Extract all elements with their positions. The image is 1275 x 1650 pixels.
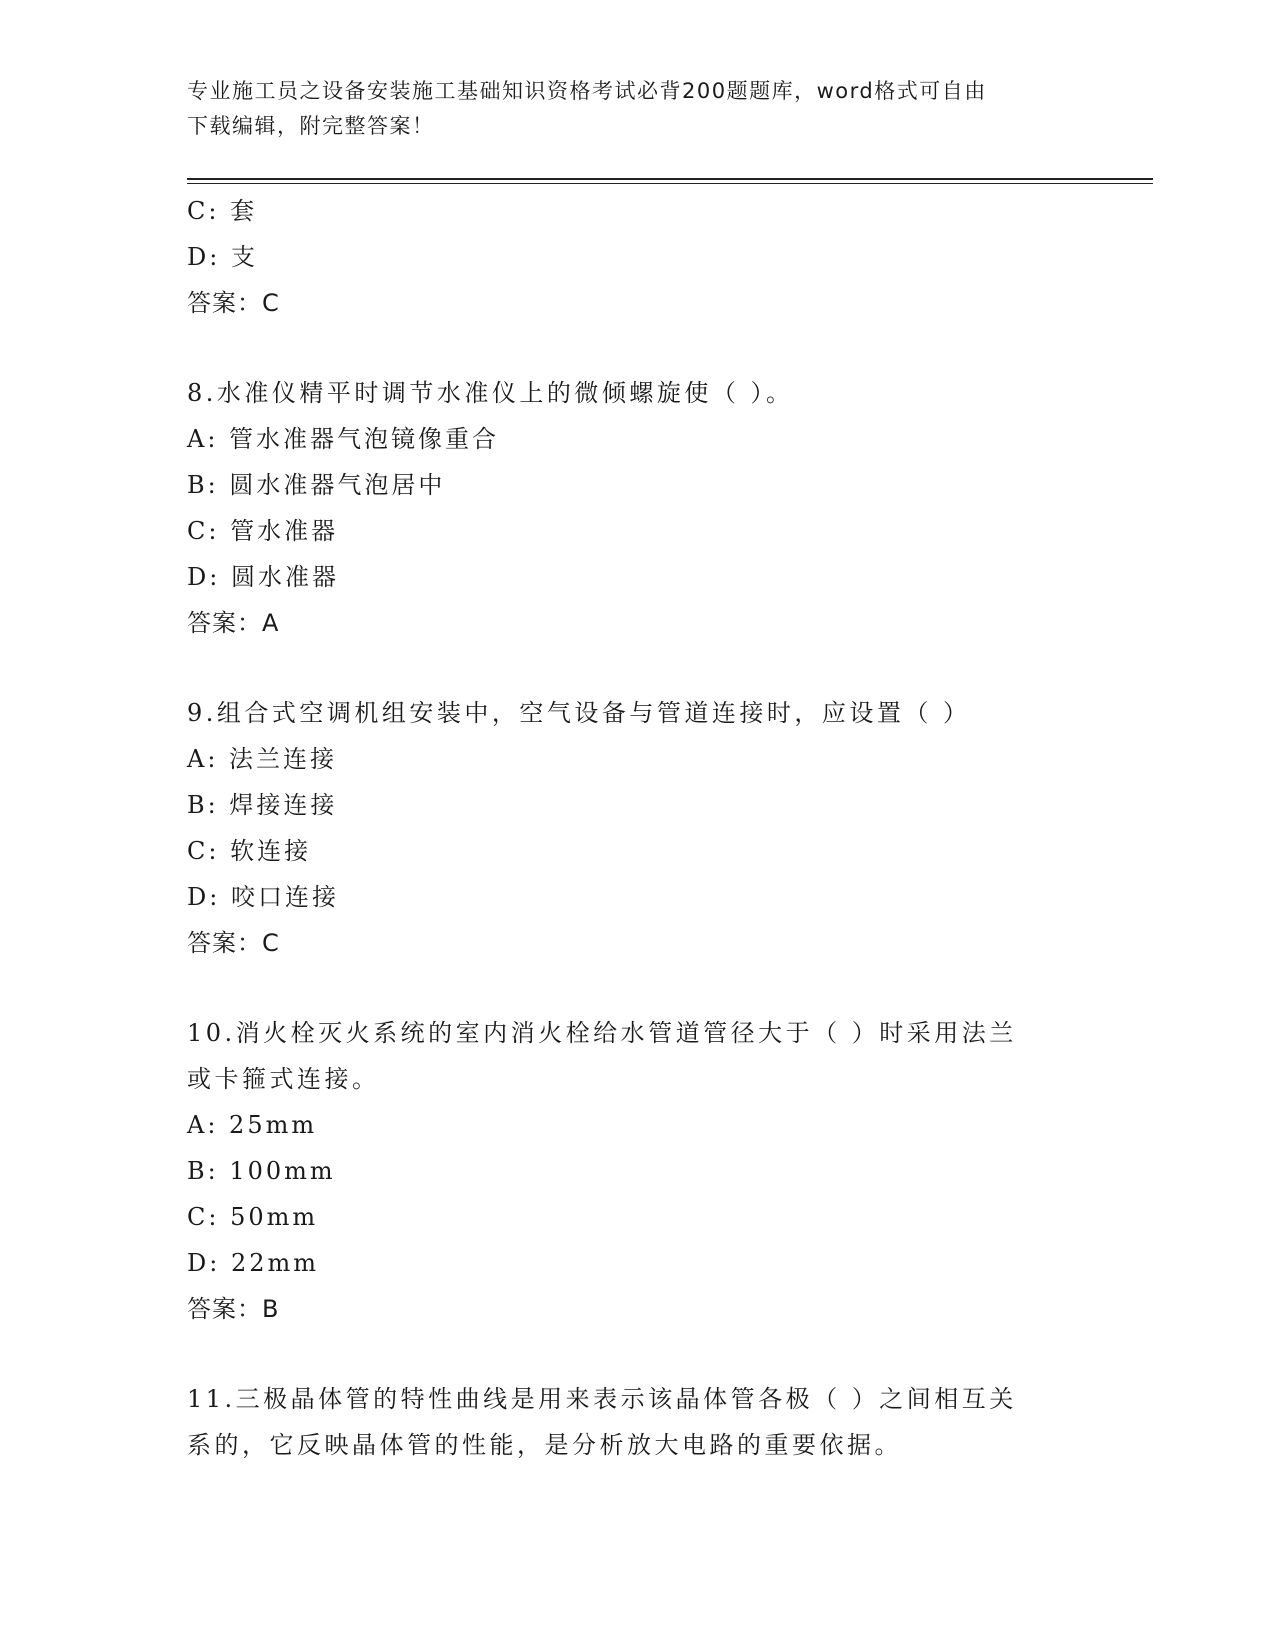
option-c: C: 软连接 xyxy=(187,837,312,865)
option-c: C: 50mm xyxy=(187,1203,319,1231)
option-a: A: 管水准器气泡镜像重合 xyxy=(187,425,500,453)
header-line-1: 专业施工员之设备安装施工基础知识资格考试必背200题题库，word格式可自由 xyxy=(187,79,987,103)
option-d: D: 咬口连接 xyxy=(187,883,339,911)
question-text-line-1: 10.消火栓灭火系统的室内消火栓给水管道管径大于（ ）时采用法兰 xyxy=(187,1019,1017,1047)
answer-line: 答案：C xyxy=(187,289,280,317)
option-b: B: 100mm xyxy=(187,1157,336,1185)
question-text-line-2: 系的，它反映晶体管的性能，是分析放大电路的重要依据。 xyxy=(187,1431,902,1459)
option-c: C: 管水准器 xyxy=(187,517,339,545)
answer-line: 答案：B xyxy=(187,1295,280,1323)
question-text: 8.水准仪精平时调节水准仪上的微倾螺旋使（ ）。 xyxy=(187,379,794,407)
answer-line: 答案：C xyxy=(187,929,280,957)
option-d: D: 22mm xyxy=(187,1249,320,1277)
option-c: C: 套 xyxy=(187,197,258,225)
question-11 xyxy=(187,1376,1087,1468)
question-9 xyxy=(187,690,1087,966)
option-b: B: 焊接连接 xyxy=(187,791,338,819)
answer-line: 答案：A xyxy=(187,609,280,637)
option-d: D: 圆水准器 xyxy=(187,563,339,591)
question-text-line-2: 或卡箍式连接。 xyxy=(187,1065,380,1093)
option-a: A: 25mm xyxy=(187,1111,318,1139)
option-d: D: 支 xyxy=(187,243,258,271)
document-header xyxy=(187,74,1067,144)
option-b: B: 圆水准器气泡居中 xyxy=(187,471,446,499)
header-divider xyxy=(187,178,1153,184)
header-line-2: 下载编辑，附完整答案！ xyxy=(187,114,435,138)
question-10 xyxy=(187,1010,1087,1332)
question-fragment xyxy=(187,188,1087,326)
question-8 xyxy=(187,370,1087,646)
question-text: 9.组合式空调机组安装中，空气设备与管道连接时，应设置（ ） xyxy=(187,699,971,727)
option-a: A: 法兰连接 xyxy=(187,745,338,773)
document-body xyxy=(187,188,1087,1468)
question-text-line-1: 11.三极晶体管的特性曲线是用来表示该晶体管各极（ ）之间相互关 xyxy=(187,1385,1017,1413)
